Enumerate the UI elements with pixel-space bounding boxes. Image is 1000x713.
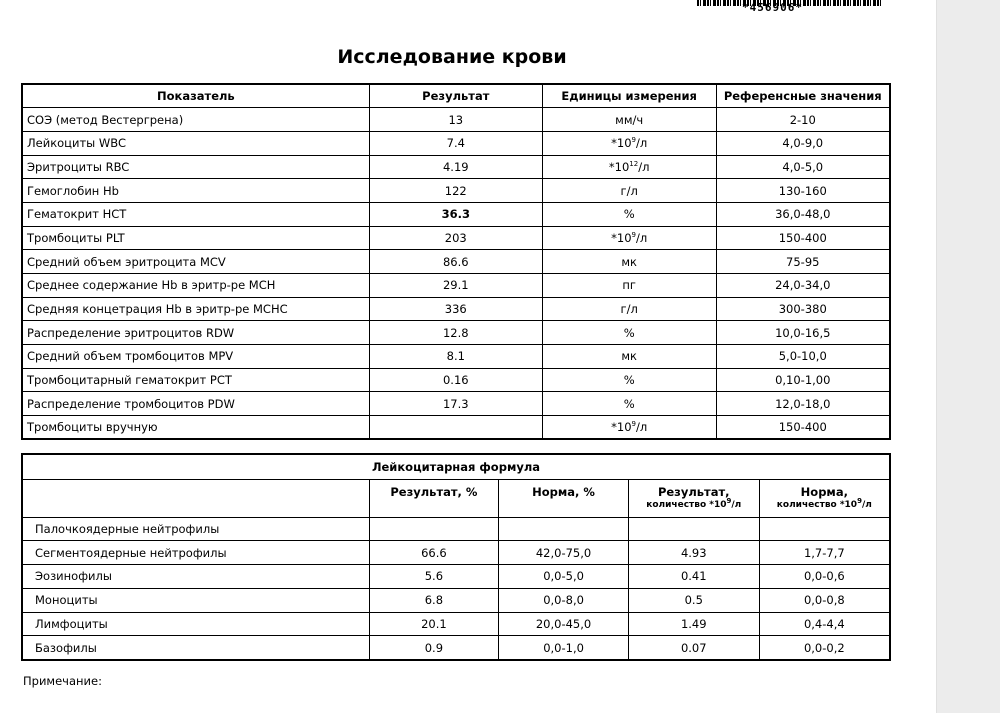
norm-percent: 20,0-45,0 — [499, 612, 629, 636]
indicator-name: Гематокрит HCT — [22, 202, 369, 226]
unit-suffix: /л — [635, 230, 648, 245]
unit-cell — [542, 392, 716, 416]
cell-type-name: Лимфоциты — [22, 612, 369, 636]
header-norm-count-label: Норма, — [800, 484, 848, 499]
header-result-count — [628, 479, 759, 517]
blood-test-table — [21, 83, 891, 440]
unit-suffix: /л — [635, 136, 648, 151]
indicator-name: Среднее содержание Hb в эритр-ре MCH — [22, 274, 369, 298]
reference-value: 36,0-48,0 — [716, 202, 890, 226]
unit-cell — [542, 368, 716, 392]
reference-value: 24,0-34,0 — [716, 274, 890, 298]
table-row — [22, 588, 890, 612]
sub-exponent: 9 — [857, 496, 862, 505]
result-count: 1.49 — [628, 612, 759, 636]
table-row — [22, 612, 890, 636]
unit-base: г/л — [620, 302, 638, 317]
table-row — [22, 636, 890, 660]
unit-cell — [542, 416, 716, 440]
table-row — [22, 416, 890, 440]
norm-count — [759, 517, 890, 541]
header-result: Результат — [369, 84, 542, 108]
table-row — [22, 155, 890, 179]
result-value-highlighted: 36.3 — [369, 202, 542, 226]
table-row — [22, 202, 890, 226]
unit-cell — [542, 179, 716, 203]
indicator-name: Эритроциты RBC — [22, 155, 369, 179]
indicator-name: Средний объем эритроцита MCV — [22, 250, 369, 274]
unit-base: *10 — [611, 420, 632, 435]
result-percent: 5.6 — [369, 565, 499, 589]
result-value: 8.1 — [369, 345, 542, 369]
unit-base: мм/ч — [615, 112, 644, 127]
indicator-name: Гемоглобин Hb — [22, 179, 369, 203]
table-row — [22, 131, 890, 155]
unit-cell — [542, 202, 716, 226]
table-row — [22, 368, 890, 392]
result-percent: 66.6 — [369, 541, 499, 565]
table-row — [22, 297, 890, 321]
reference-value: 0,10-1,00 — [716, 368, 890, 392]
norm-percent: 0,0-1,0 — [499, 636, 629, 660]
sub-exponent: 9 — [726, 496, 732, 505]
result-value: 0.16 — [369, 368, 542, 392]
reference-value: 300-380 — [716, 297, 890, 321]
result-value — [369, 416, 542, 440]
reference-value: 130-160 — [716, 179, 890, 203]
norm-percent — [499, 517, 629, 541]
barcode-text: *456906* — [742, 1, 803, 14]
table-row — [22, 345, 890, 369]
indicator-name: Тромбоциты PLT — [22, 226, 369, 250]
table-row — [22, 392, 890, 416]
result-value: 29.1 — [369, 274, 542, 298]
reference-value: 5,0-10,0 — [716, 345, 890, 369]
header-indicator: Показатель — [22, 84, 369, 108]
page-edge-strip — [936, 0, 1000, 713]
reference-value: 75-95 — [716, 250, 890, 274]
header-norm-percent: Норма, % — [499, 479, 629, 517]
table-row — [22, 565, 890, 589]
unit-base: *10 — [611, 136, 632, 151]
result-count: 0.41 — [628, 565, 759, 589]
note-label: Примечание: — [23, 674, 102, 688]
header-result-count-label: Результат, — [657, 484, 730, 499]
header-empty — [22, 479, 369, 517]
unit-base: % — [623, 325, 635, 340]
result-value: 86.6 — [369, 250, 542, 274]
header-result-percent: Результат, % — [369, 479, 499, 517]
reference-value: 2-10 — [716, 108, 890, 132]
indicator-name: Средняя концетрация Hb в эритр-ре MCHC — [22, 297, 369, 321]
unit-base: пг — [622, 278, 636, 293]
sub-base: количество *10 — [776, 499, 858, 510]
cell-type-name: Палочкоядерные нейтрофилы — [22, 517, 369, 541]
norm-count: 0,0-0,2 — [759, 636, 890, 660]
unit-cell — [542, 131, 716, 155]
leukocyte-formula-table — [21, 453, 891, 661]
header-norm-count — [759, 479, 890, 517]
table-row — [22, 517, 890, 541]
unit-cell — [542, 321, 716, 345]
reference-value: 150-400 — [716, 226, 890, 250]
result-percent: 20.1 — [369, 612, 499, 636]
result-value: 4.19 — [369, 155, 542, 179]
result-value: 336 — [369, 297, 542, 321]
cell-type-name: Моноциты — [22, 588, 369, 612]
norm-count: 1,7-7,7 — [759, 541, 890, 565]
result-value: 7.4 — [369, 131, 542, 155]
page-title: Исследование крови — [337, 46, 567, 68]
reference-value: 12,0-18,0 — [716, 392, 890, 416]
unit-base: *10 — [608, 159, 630, 174]
result-count: 4.93 — [628, 541, 759, 565]
unit-exponent: 9 — [631, 420, 636, 429]
table-row — [22, 321, 890, 345]
reference-value: 150-400 — [716, 416, 890, 440]
indicator-name: Распределение эритроцитов RDW — [22, 321, 369, 345]
unit-cell — [542, 226, 716, 250]
reference-value: 4,0-5,0 — [716, 155, 890, 179]
header-norm-count-sub — [764, 496, 885, 510]
unit-base: % — [623, 207, 635, 222]
table-header-row — [22, 84, 890, 108]
indicator-name: Распределение тромбоцитов PDW — [22, 392, 369, 416]
unit-exponent: 12 — [629, 160, 639, 169]
reference-value: 4,0-9,0 — [716, 131, 890, 155]
unit-cell — [542, 297, 716, 321]
reference-value: 10,0-16,5 — [716, 321, 890, 345]
sub-suffix: /л — [861, 499, 872, 510]
unit-base: мк — [621, 349, 637, 364]
table-row — [22, 108, 890, 132]
unit-cell — [542, 274, 716, 298]
unit-suffix: /л — [638, 159, 650, 174]
cell-type-name: Сегментоядерные нейтрофилы — [22, 541, 369, 565]
table-row — [22, 250, 890, 274]
unit-cell — [542, 155, 716, 179]
unit-cell — [542, 108, 716, 132]
table-row — [22, 274, 890, 298]
result-percent: 0.9 — [369, 636, 499, 660]
unit-cell — [542, 250, 716, 274]
header-units: Единицы измерения — [542, 84, 716, 108]
unit-suffix: /л — [635, 420, 648, 435]
table-row — [22, 226, 890, 250]
header-result-count-sub — [633, 496, 755, 510]
cell-type-name: Базофилы — [22, 636, 369, 660]
norm-count: 0,4-4,4 — [759, 612, 890, 636]
leukocyte-header-row — [22, 479, 890, 517]
norm-count: 0,0-0,8 — [759, 588, 890, 612]
result-value: 122 — [369, 179, 542, 203]
unit-base: % — [623, 373, 635, 388]
indicator-name: Тромбоцитарный гематокрит PCT — [22, 368, 369, 392]
unit-base: г/л — [620, 183, 638, 198]
result-value: 12.8 — [369, 321, 542, 345]
result-value: 17.3 — [369, 392, 542, 416]
norm-count: 0,0-0,6 — [759, 565, 890, 589]
table-row — [22, 541, 890, 565]
unit-base: мк — [621, 254, 637, 269]
norm-percent: 0,0-8,0 — [499, 588, 629, 612]
sub-base: количество *10 — [646, 499, 727, 510]
indicator-name: Тромбоциты вручную — [22, 416, 369, 440]
unit-cell — [542, 345, 716, 369]
indicator-name: СОЭ (метод Вестергрена) — [22, 108, 369, 132]
result-percent: 6.8 — [369, 588, 499, 612]
indicator-name: Лейкоциты WBC — [22, 131, 369, 155]
result-value: 13 — [369, 108, 542, 132]
leukocyte-table-caption: Лейкоцитарная формула — [22, 454, 890, 479]
result-percent — [369, 517, 499, 541]
norm-percent: 42,0-75,0 — [499, 541, 629, 565]
cell-type-name: Эозинофилы — [22, 565, 369, 589]
unit-base: % — [623, 396, 635, 411]
result-value: 203 — [369, 226, 542, 250]
result-count — [628, 517, 759, 541]
header-reference: Референсные значения — [716, 84, 890, 108]
table-row — [22, 179, 890, 203]
sub-suffix: /л — [731, 499, 742, 510]
result-count: 0.07 — [628, 636, 759, 660]
indicator-name: Средний объем тромбоцитов MPV — [22, 345, 369, 369]
norm-percent: 0,0-5,0 — [499, 565, 629, 589]
result-count: 0.5 — [628, 588, 759, 612]
unit-exponent: 9 — [631, 136, 636, 145]
unit-exponent: 9 — [631, 231, 636, 240]
unit-base: *10 — [611, 230, 632, 245]
